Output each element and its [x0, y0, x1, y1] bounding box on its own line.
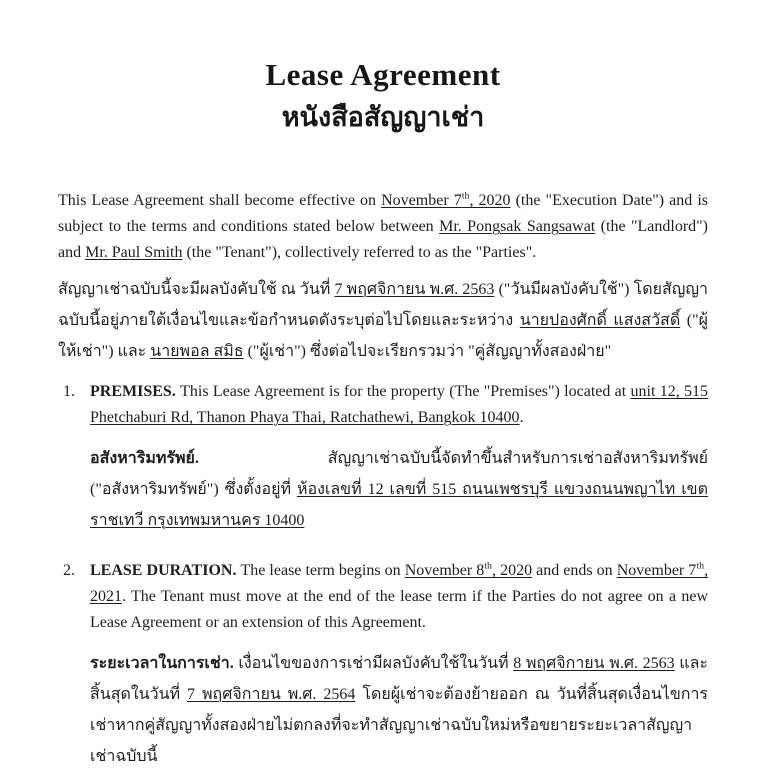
section-lease-duration-body — [90, 558, 708, 772]
section-premises-number: 1. — [63, 383, 75, 400]
section-premises-body — [90, 379, 708, 536]
section-premises — [58, 379, 708, 536]
lease-duration-clause-english: LEASE DURATION. The lease term begins on November 8th, 2020 and ends on November 7th, 2021. The Tenant must move at the end of the lease term if the Parties do not agree on a new Lease Agreement or an extension of this Agreement. — [90, 560, 709, 631]
premises-clause-thai: อสังหาริมทรัพย์. สัญญาเช่าฉบับนี้จัดทำขึ้นสำหรับการเช่าอสังหาริมทรัพย์ ("อสังหาริมทรัพย์") ซึ่งตั้งอยู่ที่ ห้องเลขที่ 12 เลขที่ 515 ถนนเพชรบุรี แขวงถนนพญาไท เขตราชเทวี กรุงเทพมหานคร 10400 — [90, 450, 709, 529]
document-title-english: Lease Agreement — [265, 57, 501, 92]
intro-paragraph-thai: สัญญาเช่าฉบับนี้จะมีผลบังคับใช้ ณ วันที่ 7 พฤศจิกายน พ.ศ. 2563 ("วันมีผลบังคับใช้") โดยสัญญาฉบับนี้อยู่ภายใต้เงื่อนไขและข้อกำหนดดังระบุต่อไปโดยและระหว่าง นายปองศักดิ์ แสงสวัสดิ์ ("ผู้ให้เช่า") และ นายพอล สมิธ ("ผู้เช่า") ซึ่งต่อไปจะเรียกรวมว่า "คู่สัญญาทั้งสองฝ่าย" — [58, 281, 709, 360]
lease-duration-clause-thai: ระยะเวลาในการเช่า. เงื่อนไขของการเช่ามีผลบังคับใช้ในวันที่ 8 พฤศจิกายน พ.ศ. 2563 และสิ้นสุดในวันที่ 7 พฤศจิกายน พ.ศ. 2564 โดยผู้เช่าจะต้องย้ายออก ณ วันที่สิ้นสุดเงื่อนไขการเช่าหากคู่สัญญาทั้งสองฝ่ายไม่ตกลงที่จะทำสัญญาเช่าฉบับใหม่หรือขยายระยะเวลาสัญญาเช่าฉบับนี้ — [90, 655, 709, 765]
section-lease-duration — [58, 558, 708, 772]
section-lease-duration-number: 2. — [63, 562, 75, 579]
premises-clause-english: PREMISES. This Lease Agreement is for the property (The "Premises") located at unit 12, 515 Phetchaburi Rd, Thanon Phaya Thai, Ratchathewi, Bangkok 10400. — [90, 383, 709, 426]
intro-paragraph-english: This Lease Agreement shall become effective on November 7th, 2020 (the "Execution Date") and is subject to the terms and conditions stated below between Mr. Pongsak Sangsawat (the "Landlord") and Mr. Paul Smith (the "Tenant"), collectively referred to as the "Parties". — [58, 190, 709, 261]
document-title-thai: หนังสือสัญญาเช่า — [281, 102, 485, 132]
